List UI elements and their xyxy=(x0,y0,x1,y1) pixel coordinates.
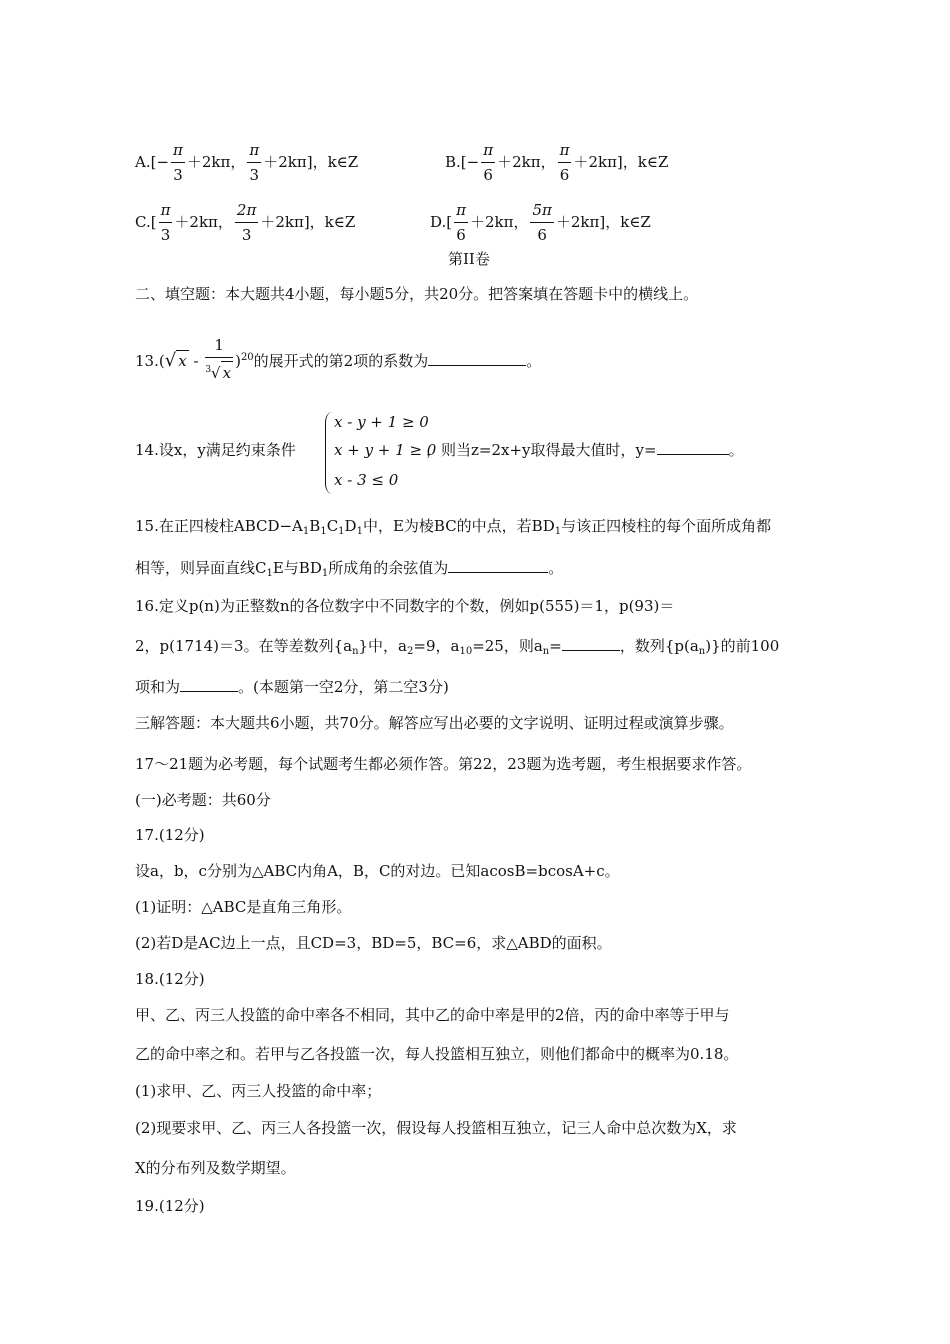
subscript: 1 xyxy=(266,568,273,579)
punctuation: 。 xyxy=(526,352,542,370)
subscript: n xyxy=(352,646,359,657)
fraction-numerator: π xyxy=(247,140,261,163)
fraction-denominator: 3 xyxy=(160,226,171,244)
fraction-numerator: π xyxy=(159,200,173,223)
question-number: 13.( xyxy=(135,352,165,370)
system-brace xyxy=(325,412,332,494)
option-text: ＋2kπ， xyxy=(186,153,246,171)
question-text: ，则当z=2x+y取得最大值时，y= xyxy=(426,441,657,459)
question-17-stem: 设a，b，c分别为△ABC内角A，B，C的对边。已知acosB=bcosA+c。 xyxy=(135,862,620,880)
fraction xyxy=(530,200,553,246)
question-text: 与该正四棱柱的每个面所成角都 xyxy=(561,517,772,535)
fraction xyxy=(558,140,572,186)
question-18-part-2b: X的分布列及数学期望。 xyxy=(135,1159,296,1177)
fraction-denominator: 6 xyxy=(483,166,493,184)
fraction-numerator: 2π xyxy=(235,200,258,223)
fraction-denominator: 3 xyxy=(249,166,260,184)
question-17-part-1: (1)证明：△ABC是直角三角形。 xyxy=(135,898,352,916)
question-text: = xyxy=(549,637,562,655)
subscript: 2 xyxy=(407,646,414,657)
question-13: 13.(√ x - $\frac{1}{^3√ x}$ )$^{20}$的展开式的第2项的系数为 。 xyxy=(135,336,542,382)
subscript: 10 xyxy=(459,646,473,657)
option-b xyxy=(445,140,668,186)
question-16-line-3 xyxy=(135,677,449,697)
section-heading: 二、填空题：本大题共4小题，每小题5分，共20分。把答案填在答题卡中的横线上。 xyxy=(135,285,699,303)
question-text: )}的前100 xyxy=(705,637,780,655)
question-text: =9，a xyxy=(413,637,460,655)
fraction xyxy=(454,200,468,246)
subscript: 1 xyxy=(321,568,329,579)
subscript: n xyxy=(542,646,550,657)
question-text: E与BD xyxy=(272,559,322,577)
question-18-part-1: (1)求甲、乙、丙三人投篮的命中率； xyxy=(135,1082,382,1100)
answer-blank[interactable] xyxy=(448,558,548,573)
question-text: 2，p(1714)＝3。在等差数列{a xyxy=(135,637,353,655)
answer-blank[interactable] xyxy=(428,351,526,366)
fraction-numerator: π xyxy=(454,200,468,223)
cube-root-radicand: x xyxy=(221,361,233,384)
question-text: 。(本题第一空2分，第二空3分) xyxy=(238,678,449,696)
punctuation: 。 xyxy=(548,559,564,577)
question-15-line-2 xyxy=(135,558,563,584)
constraint-2: x + y + 1 ≥ 0 xyxy=(334,441,437,459)
subscript: 1 xyxy=(320,526,327,537)
fraction xyxy=(205,335,233,384)
option-text: ＋2kπ， xyxy=(469,213,529,231)
question-text: ，数列{p(a xyxy=(619,637,699,655)
fraction-numerator: 1 xyxy=(205,335,233,358)
question-16-line-1: 16.定义p(n)为正整数n的各位数字中不同数字的个数，例如p(555)＝1，p(93)＝ xyxy=(135,597,675,615)
section-note: 17～21题为必考题，每个试题考生都必须作答。第22，23题为选考题，考生根据要求作答。 xyxy=(135,755,752,773)
fraction xyxy=(247,140,261,186)
option-c xyxy=(135,200,355,246)
question-19-head: 19.(12分) xyxy=(135,1197,205,1215)
required-heading: (一)必考题：共60分 xyxy=(135,791,271,809)
constraint-1: x - y + 1 ≥ 0 xyxy=(334,413,429,431)
question-text: 相等，则异面直线C xyxy=(135,559,267,577)
section-heading: 三解答题：本大题共6小题，共70分。解答应写出必要的文字说明、证明过程或演算步骤。 xyxy=(135,714,734,732)
question-18-part-2a: (2)现要求甲、乙、丙三人各投篮一次，假设每人投篮相互独立，记三人命中总次数为X，求 xyxy=(135,1119,737,1137)
minus-sign: - xyxy=(193,352,199,370)
fraction-numerator: 5π xyxy=(530,200,553,223)
constraint-3: x - 3 ≤ 0 xyxy=(334,471,399,489)
fraction-denominator: 3 xyxy=(173,166,183,184)
question-text: 中，E为棱BC的中点，若BD xyxy=(362,517,555,535)
root-index: 3 xyxy=(205,365,212,375)
question-18-stem-2: 乙的命中率之和。若甲与乙各投篮一次，每人投篮相互独立，则他们都命中的概率为0.18。 xyxy=(135,1045,739,1063)
sqrt-radicand: x xyxy=(178,352,187,370)
option-c-label: C.[ xyxy=(135,213,157,231)
sqrt-sign: √ xyxy=(164,350,177,371)
answer-blank[interactable] xyxy=(657,440,729,455)
fraction xyxy=(235,200,258,246)
fraction-denominator: 6 xyxy=(456,226,466,244)
option-text: ＋2kπ]，k∈Z xyxy=(555,213,651,231)
question-15-line-1: 15.在正四棱柱$ABCD-A_1B_1C_1D_1$中，E为棱BC的中点，若$BD_1$与该正四棱柱的每个面所成角都 xyxy=(135,517,772,537)
question-17-part-2: (2)若D是AC边上一点，且CD=3，BD=5，BC=6，求△ABD的面积。 xyxy=(135,934,612,952)
question-text: }中，a xyxy=(358,637,408,655)
question-18-head: 18.(12分) xyxy=(135,970,205,988)
option-text: ＋2kπ]，k∈Z xyxy=(260,213,356,231)
option-d xyxy=(430,200,651,246)
subscript: n xyxy=(698,646,706,657)
fraction xyxy=(159,200,173,246)
part-title: 第II卷 xyxy=(448,250,490,268)
question-text: 的展开式的第2项的系数为 xyxy=(253,352,429,370)
exponent: 20 xyxy=(240,352,254,363)
subscript: 1 xyxy=(338,526,345,537)
question-text: =25，则a xyxy=(472,637,543,655)
option-a xyxy=(135,140,358,186)
question-14-rest xyxy=(426,440,744,460)
option-text: ＋2kπ]，k∈Z xyxy=(573,153,669,171)
question-18-stem-1: 甲、乙、丙三人投篮的命中率各不相同，其中乙的命中率是甲的2倍，丙的命中率等于甲与 xyxy=(135,1006,730,1024)
option-text: ＋2kπ， xyxy=(497,153,556,171)
subscript: 1 xyxy=(356,526,363,537)
fraction xyxy=(171,140,185,186)
question-text: 项和为 xyxy=(135,678,181,696)
fraction-numerator: π xyxy=(481,140,495,163)
fraction-denominator: $^3$√ x xyxy=(205,358,233,384)
option-a-label: A.[− xyxy=(135,153,170,171)
fraction-numerator: π xyxy=(171,140,185,163)
fraction-denominator: 6 xyxy=(559,166,570,184)
question-17-head: 17.(12分) xyxy=(135,826,205,844)
fraction-denominator: 6 xyxy=(537,226,547,244)
subscript: 1 xyxy=(554,526,562,537)
option-text: ＋2kπ， xyxy=(174,213,233,231)
subscript: 1 xyxy=(302,526,310,537)
answer-blank[interactable] xyxy=(562,636,620,651)
answer-blank[interactable] xyxy=(180,677,238,692)
option-d-label: D.[ xyxy=(430,213,453,231)
fraction xyxy=(481,140,495,186)
option-text: ＋2kπ]，k∈Z xyxy=(263,153,359,171)
fraction-numerator: π xyxy=(558,140,572,163)
question-14-intro: 14.设x，y满足约束条件 xyxy=(135,441,296,459)
fraction-denominator: 3 xyxy=(241,226,252,244)
question-16-line-2 xyxy=(135,636,779,662)
option-b-label: B.[− xyxy=(445,153,480,171)
punctuation: 。 xyxy=(728,441,744,459)
question-text: 所成角的余弦值为 xyxy=(328,559,449,577)
question-text: 15.在正四棱柱ABCD−A xyxy=(135,517,303,535)
